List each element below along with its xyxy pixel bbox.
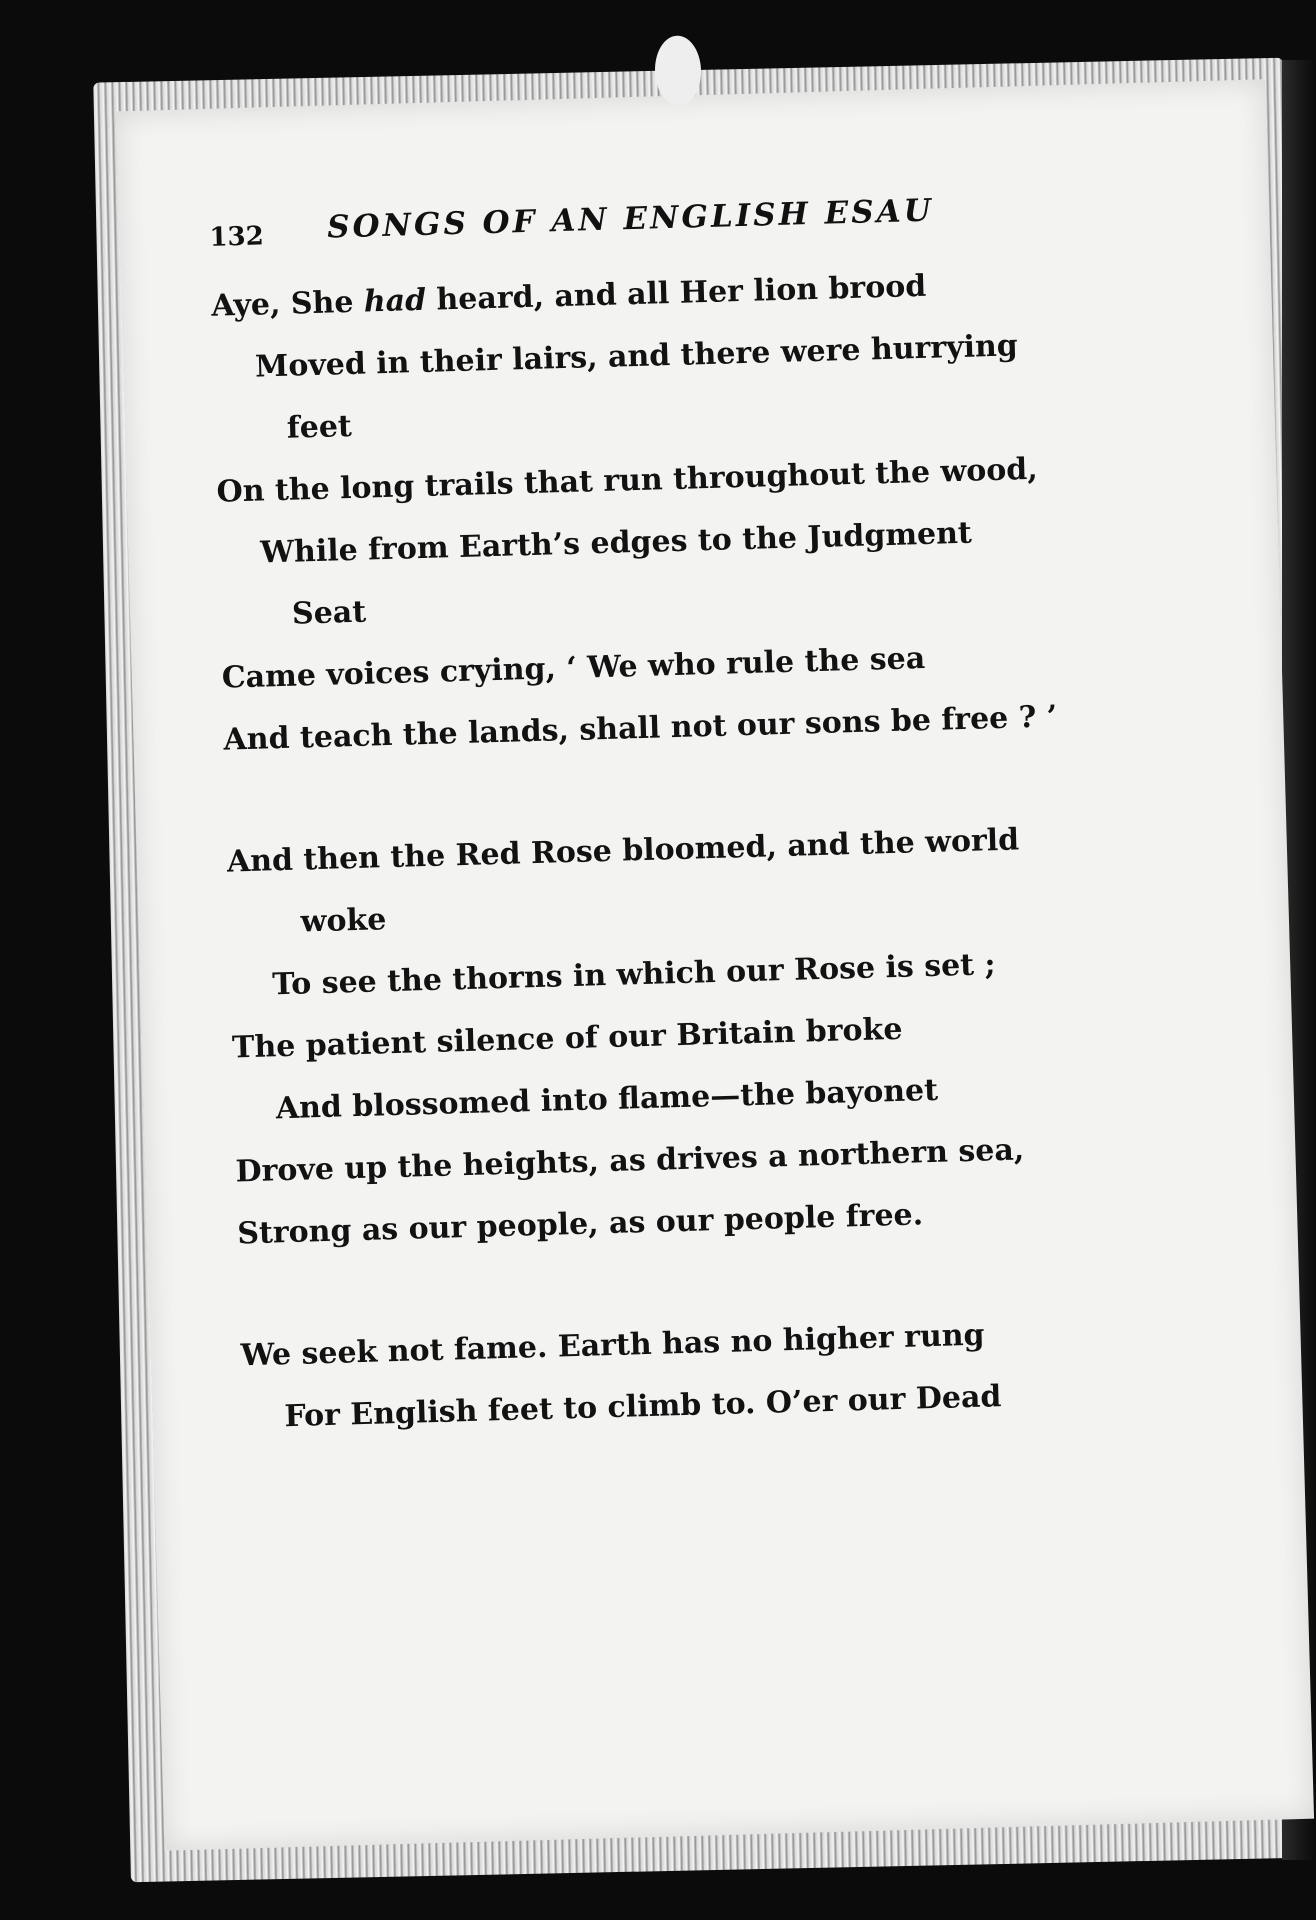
running-head: SONGS OF AN ENGLISH ESAU xyxy=(326,192,935,246)
page-header xyxy=(209,186,1030,259)
poem-line: Moved in their lairs, and there were hurrying xyxy=(254,328,1019,385)
poem-line: Seat xyxy=(291,594,367,632)
paper-tear-mark xyxy=(654,35,702,106)
poem-line: While from Earth’s edges to the Judgment xyxy=(259,515,973,571)
emphasis: had xyxy=(363,282,427,320)
poem-line: And teach the lands, shall not our sons be free ? ’ xyxy=(223,699,1058,758)
poem-line: feet xyxy=(286,408,353,446)
poem-text xyxy=(210,264,1111,1435)
poem-line: On the long trails that run throughout the wood, xyxy=(216,451,1039,510)
poem-line: The patient silence of our Britain broke xyxy=(231,1011,903,1066)
poem-line: Came voices crying, ‘ We who rule the sea xyxy=(221,641,926,696)
poem-line: We seek not fame. Earth has no higher rung xyxy=(240,1317,986,1374)
book-page xyxy=(116,79,1314,1850)
poem-line: And then the Red Rose bloomed, and the world xyxy=(226,822,1020,880)
poem-line: To see the thorns in which our Rose is set ; xyxy=(271,947,996,1003)
poem-line: Drove up the heights, as drives a northern sea, xyxy=(235,1132,1025,1190)
poem-line: Strong as our people, as our people free. xyxy=(236,1197,924,1252)
page-number: 132 xyxy=(209,221,265,253)
poem-line: Aye, She had heard, and all Her lion brood xyxy=(210,268,927,324)
poem-line: woke xyxy=(300,902,387,940)
poem-line: For English feet to climb to. O’er our Dead xyxy=(283,1379,1002,1435)
poem-line: And blossomed into flame—the bayonet xyxy=(275,1072,939,1127)
